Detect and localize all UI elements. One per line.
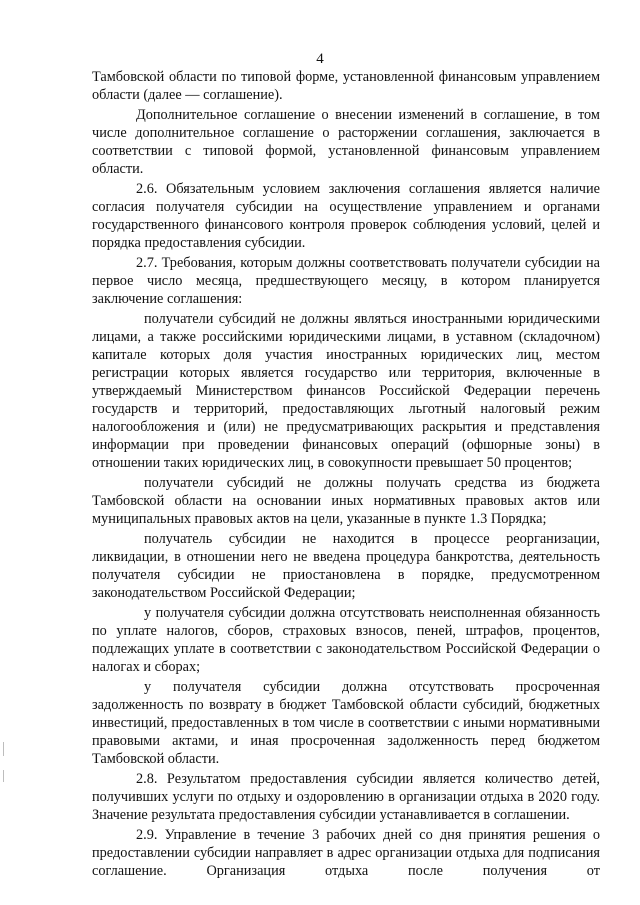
document-body: [92, 68, 600, 882]
requirement-no-reorganization: получатель субсидии не находится в процессе реорганизации, ликвидации, в отношении него не введена процедура банкротства, деятельность получателя субсидии не приостановлена в порядке, предусмотренном законодательством Российской Федерации;: [92, 531, 600, 601]
paragraph-2-6: 2.6. Обязательным условием заключения соглашения является наличие согласия получателя субсидии на осуществление управлением и органами государственного финансового контроля проверок соблюдения условий, целей и порядка предоставления субсидии.: [92, 181, 600, 251]
requirement-no-budget-debt: у получателя субсидии должна отсутствовать просроченная задолженность по возврату в бюджет Тамбовской области субсидий, бюджетных инвестиций, предоставленных в том числе в соответствии с иными нормативными правовыми актами, и иная просроченная задолженность перед бюджетом Тамбовской области.: [92, 679, 600, 767]
paragraph-2-8: 2.8. Результатом предоставления субсидии является количество детей, получивших услуги по отдыху и оздоровлению в организации отдыха в 2020 году. Значение результата предоставления субсидии устанавливается в соглашении.: [92, 771, 600, 823]
paragraph-additional-agreement: Дополнительное соглашение о внесении изменений в соглашение, в том числе дополнительное соглашение о расторжении соглашения, заключается в соответствии с типовой формой, установленной финансовым управлением области.: [92, 107, 600, 177]
scan-edge-mark: [3, 770, 4, 782]
page-number: 4: [316, 51, 324, 67]
paragraph-2-9: 2.9. Управление в течение 3 рабочих дней со дня принятия решения о предоставлении субсидии направляет в адрес организации отдыха для подписания соглашение. Организация отдыха после получения от: [92, 827, 600, 879]
scan-edge-mark: [3, 742, 4, 756]
requirement-no-tax-debt: у получателя субсидии должна отсутствовать неисполненная обязанность по уплате налогов, сборов, страховых взносов, пеней, штрафов, процентов, подлежащих уплате в соответствии с законодательством Российской Федерации о налогах и сборах;: [92, 605, 600, 675]
requirement-foreign-entities: получатели субсидий не должны являться иностранными юридическими лицами, а также российскими юридическими лицами, в уставном (складочном) капитале которых доля участия иностранных юридических лиц, местом регистрации которых является государство или территория, включенные в утверждаемый Министерством финансов Российской Федерации перечень государств и территорий, предоставляющих льготный налоговый режим налогообложения и (или) не предусматривающих раскрытия и представления информации при проведении финансовых операций (офшорные зоны) в отношении таких юридических лиц, в совокупности превышает 50 процентов;: [92, 311, 600, 471]
paragraph-continuation: Тамбовской области по типовой форме, установленной финансовым управлением области (далее — соглашение).: [92, 69, 600, 103]
requirement-other-funds: получатели субсидий не должны получать средства из бюджета Тамбовской области на основании иных нормативных правовых актов или муниципальных правовых актов на цели, указанные в пункте 1.3 Порядка;: [92, 475, 600, 527]
paragraph-2-7: 2.7. Требования, которым должны соответствовать получатели субсидии на первое число месяца, предшествующего месяцу, в котором планируется заключение соглашения:: [92, 255, 600, 307]
